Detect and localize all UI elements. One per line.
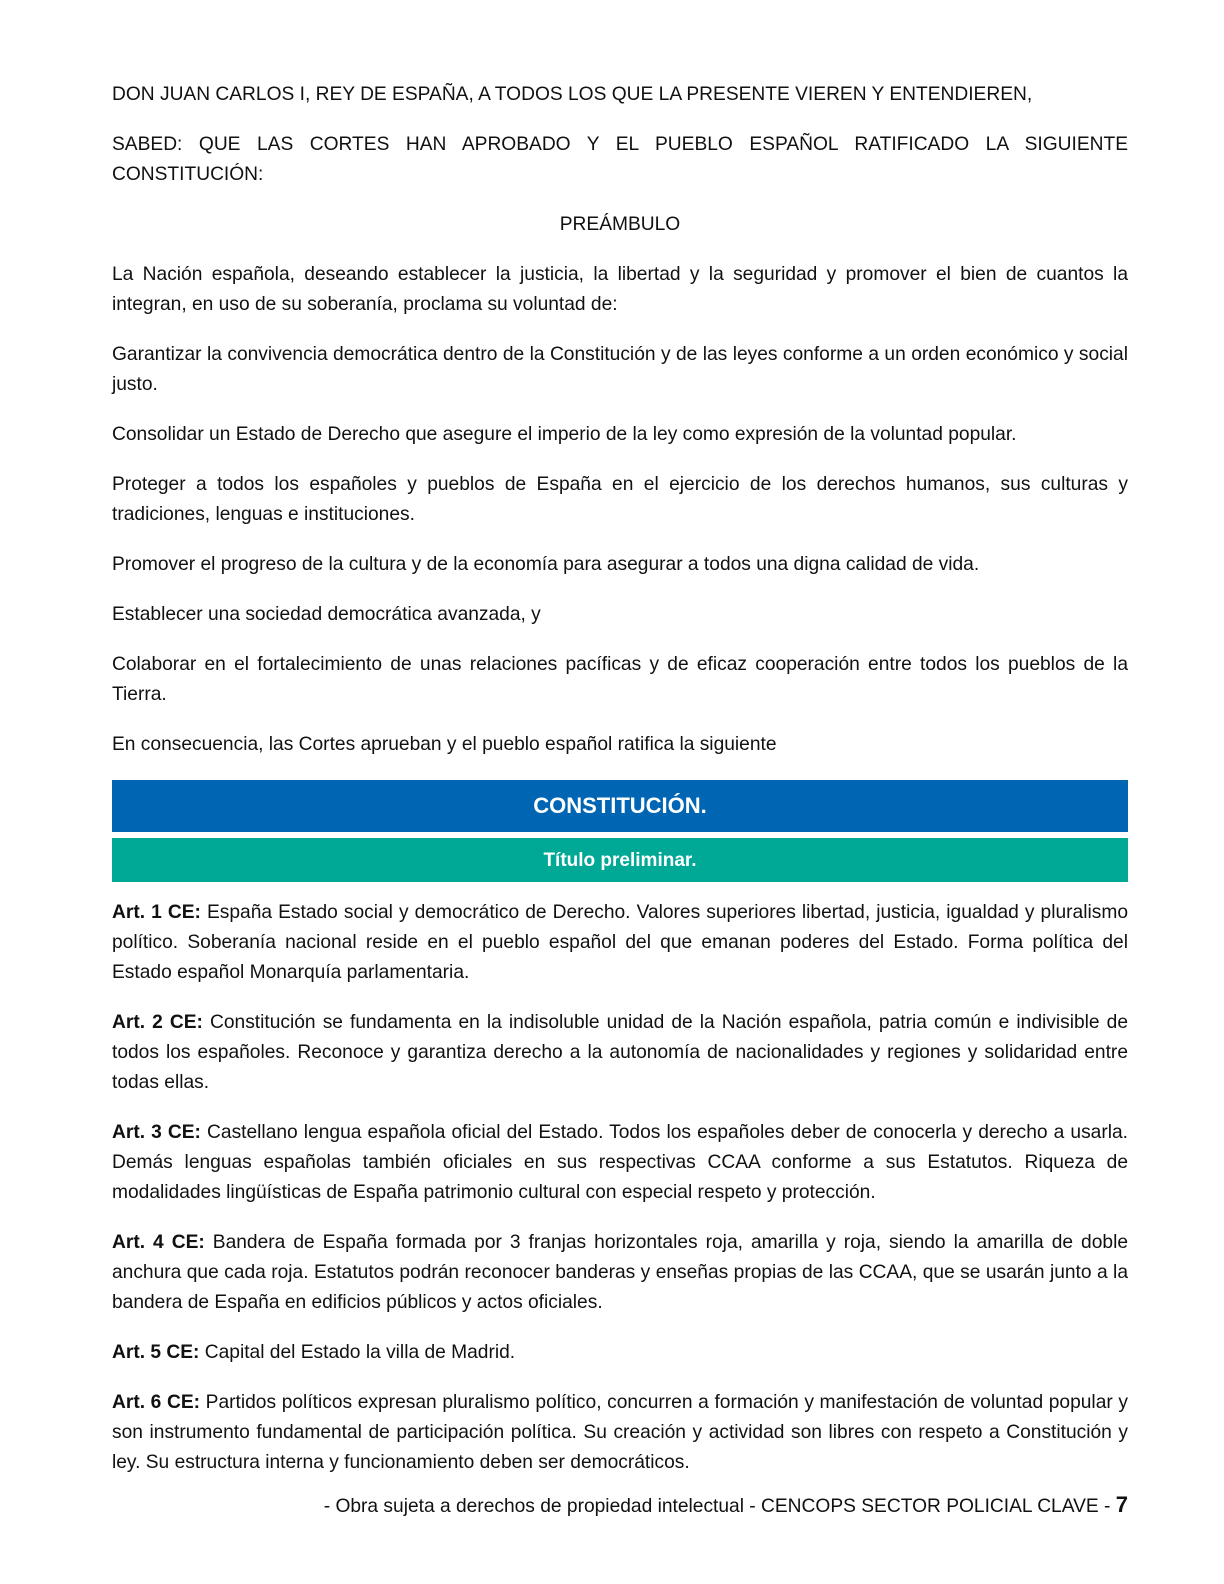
article-text: Partidos políticos expresan pluralismo político, concurren a formación y manifestación de voluntad popular y son instrumento fundamental de participación política. Su creación y actividad son libres con respeto a Constitución y ley. Su estructura interna y funcionamiento deben ser democráticos. <box>112 1392 1128 1473</box>
article-text: Capital del Estado la villa de Madrid. <box>199 1342 516 1363</box>
article-paragraph <box>112 1008 1128 1098</box>
article-paragraph <box>112 898 1128 988</box>
article-paragraph <box>112 1388 1128 1478</box>
preamble-paragraph: Establecer una sociedad democrática avanzada, y <box>112 604 541 625</box>
intro-line: SABED: QUE LAS CORTES HAN APROBADO Y EL PUEBLO ESPAÑOL RATIFICADO LA SIGUIENTE CONSTITUCIÓN: <box>112 134 1128 185</box>
article-label: Art. 5 CE: <box>112 1342 200 1363</box>
document-page <box>112 80 1128 1478</box>
preamble-paragraph: Garantizar la convivencia democrática dentro de la Constitución y de las leyes conforme a un orden económico y social justo. <box>112 344 1128 395</box>
preamble-paragraph: La Nación española, deseando establecer la justicia, la libertad y la seguridad y promover el bien de cuantos la integran, en uso de su soberanía, proclama su voluntad de: <box>112 264 1128 315</box>
footer-text: - Obra sujeta a derechos de propiedad intelectual - CENCOPS SECTOR POLICIAL CLAVE - <box>323 1496 1116 1517</box>
article-text: Bandera de España formada por 3 franjas horizontales roja, amarilla y roja, siendo la amarilla de doble anchura que cada roja. Estatutos podrán reconocer banderas y enseñas propias de las CCAA, que se usarán junto a la bandera de España en edificios públicos y actos oficiales. <box>112 1232 1129 1313</box>
title-preliminar-banner: Título preliminar. <box>112 838 1128 882</box>
constitution-banner: CONSTITUCIÓN. <box>112 780 1128 832</box>
article-paragraph <box>112 1118 1128 1208</box>
article-text: España Estado social y democrático de Derecho. Valores superiores libertad, justicia, igualdad y pluralismo político. Soberanía nacional reside en el pueblo español del que emanan poderes del Estado. Forma política del Estado español Monarquía parlamentaria. <box>112 902 1128 983</box>
article-label: Art. 1 CE: <box>112 902 201 923</box>
preamble-paragraph: Consolidar un Estado de Derecho que asegure el imperio de la ley como expresión de la voluntad popular. <box>112 424 1017 445</box>
page-footer <box>324 1492 1128 1518</box>
article-label: Art. 6 CE: <box>112 1392 201 1413</box>
page-number: 7 <box>1115 1492 1128 1517</box>
preamble-paragraph: Proteger a todos los españoles y pueblos de España en el ejercicio de los derechos humanos, sus culturas y tradiciones, lenguas e instituciones. <box>112 474 1128 525</box>
preamble-paragraph: Colaborar en el fortalecimiento de unas relaciones pacíficas y de eficaz cooperación entre todos los pueblos de la Tierra. <box>112 654 1128 705</box>
preamble-paragraph: Promover el progreso de la cultura y de la economía para asegurar a todos una digna calidad de vida. <box>112 554 980 575</box>
article-paragraph <box>112 1228 1128 1318</box>
preamble-paragraph: En consecuencia, las Cortes aprueban y el pueblo español ratifica la siguiente <box>112 734 777 755</box>
preamble-title: PREÁMBULO <box>559 214 681 235</box>
article-label: Art. 3 CE: <box>112 1122 201 1143</box>
article-label: Art. 2 CE: <box>112 1012 203 1033</box>
article-text: Constitución se fundamenta en la indisoluble unidad de la Nación española, patria común e indivisible de todos los españoles. Reconoce y garantiza derecho a la autonomía de nacionalidades y regiones y solidaridad entre todas ellas. <box>112 1012 1129 1093</box>
article-label: Art. 4 CE: <box>112 1232 205 1253</box>
intro-line: DON JUAN CARLOS I, REY DE ESPAÑA, A TODOS LOS QUE LA PRESENTE VIEREN Y ENTENDIEREN, <box>112 84 1033 105</box>
article-paragraph <box>112 1338 1128 1368</box>
article-text: Castellano lengua española oficial del Estado. Todos los españoles deber de conocerla y derecho a usarla. Demás lenguas españolas también oficiales en sus respectivas CCAA conforme a sus Estatutos. Riqueza de modalidades lingüísticas de España patrimonio cultural con especial respeto y protección. <box>112 1122 1128 1203</box>
